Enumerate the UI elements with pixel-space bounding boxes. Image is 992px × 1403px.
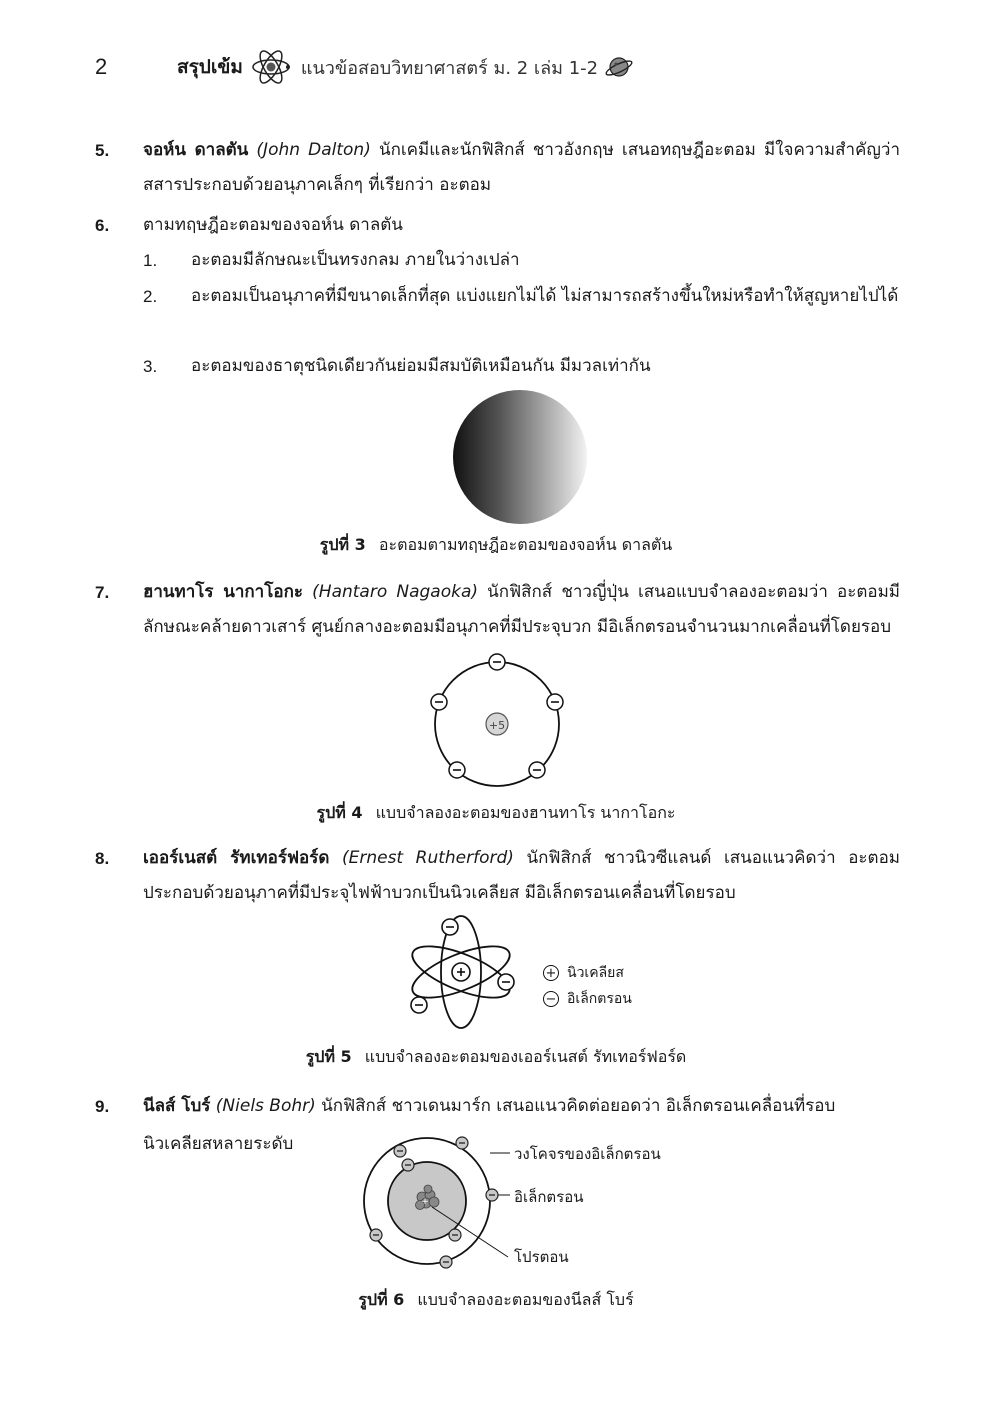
scientist-name: ฮานทาโร นากาโอกะ xyxy=(143,582,303,602)
figure-label: รูปที่ 4 xyxy=(316,803,363,822)
scientist-name: จอห์น ดาลตัน xyxy=(143,140,249,160)
item-number: 9. xyxy=(95,1097,110,1116)
scientist-english-name: (Ernest Rutherford) xyxy=(341,848,514,868)
scientist-name: นีลส์ โบร์ xyxy=(143,1096,211,1116)
scientist-english-name: (John Dalton) xyxy=(256,140,371,160)
figure-caption-3 xyxy=(0,533,992,558)
figure-caption-text: อะตอมตามทฤษฎีอะตอมของจอห์น ดาลตัน xyxy=(378,535,673,554)
list-item-7 xyxy=(95,575,900,645)
figure-label: รูปที่ 5 xyxy=(305,1047,352,1066)
sub-item-text: อะตอมเป็นอนุภาคที่มีขนาดเล็กที่สุด แบ่งแยกไม่ได้ ไม่สามารถสร้างขึ้นใหม่หรือทำให้สูญหายไปได้ xyxy=(191,286,899,306)
figure-caption-5 xyxy=(0,1045,992,1070)
label-electron: อิเล็กตรอน xyxy=(514,1188,584,1206)
label-electron-orbit: วงโคจรของอิเล็กตรอน xyxy=(514,1145,661,1163)
rutherford-atom-figure xyxy=(405,912,525,1032)
scientist-name: เออร์เนสต์ รัทเทอร์ฟอร์ด xyxy=(143,848,330,868)
list-item-9 xyxy=(95,1089,900,1124)
figure-caption-text: แบบจำลองอะตอมของฮานทาโร นากาโอกะ xyxy=(375,803,676,822)
list-item-6 xyxy=(95,208,900,243)
bohr-atom-figure xyxy=(360,1135,520,1275)
item-number: 5. xyxy=(95,141,110,160)
svg-text:+: + xyxy=(421,1197,429,1207)
page-number: 2 xyxy=(95,54,108,79)
item-text: นักเคมีและนักฟิสิกส์ ชาวอังกฤษ เสนอทฤษฎีอะตอม มีใจความสำคัญว่า สสารประกอบด้วยอนุภาคเล็กๆ ที่เรียกว่า อะตอม xyxy=(143,140,900,195)
planet-icon xyxy=(604,54,634,80)
svg-text:+5: +5 xyxy=(488,719,506,732)
sub-item-text: อะตอมมีลักษณะเป็นทรงกลม ภายในว่างเปล่า xyxy=(191,250,520,270)
item-text: ตามทฤษฎีอะตอมของจอห์น ดาลตัน xyxy=(143,215,403,235)
figure-caption-text: แบบจำลองอะตอมของเออร์เนสต์ รัทเทอร์ฟอร์ด xyxy=(364,1047,687,1066)
nagaoka-atom-figure xyxy=(425,652,575,792)
item-number: 7. xyxy=(95,583,110,602)
item-text: นักฟิสิกส์ ชาวญี่ปุ่น เสนอแบบจำลองอะตอมว่า อะตอมมีลักษณะคล้ายดาวเสาร์ ศูนย์กลางอะตอมมีอนุภาคที่มีประจุบวก มีอิเล็กตรอนจำนวนมากเคลื่อนที่โดยรอบ xyxy=(143,582,901,637)
sub-item-number: 3. xyxy=(143,357,158,376)
legend-electron xyxy=(543,988,632,1010)
scientist-english-name: (Niels Bohr) xyxy=(215,1096,316,1116)
figure-caption-text: แบบจำลองอะตอมของนีลส์ โบร์ xyxy=(417,1290,634,1309)
brand-title: สรุปเข้ม xyxy=(177,56,243,78)
figure-label: รูปที่ 6 xyxy=(358,1290,405,1309)
figure-label: รูปที่ 3 xyxy=(319,535,366,554)
legend-text: อิเล็กตรอน xyxy=(567,991,632,1007)
scientist-english-name: (Hantaro Nagaoka) xyxy=(312,582,479,602)
item-number: 6. xyxy=(95,216,110,235)
legend-nucleus xyxy=(543,962,624,984)
label-proton: โปรตอน xyxy=(514,1248,569,1266)
plus-icon: + xyxy=(543,965,559,981)
sub-item-text: อะตอมของธาตุชนิดเดียวกันย่อมมีสมบัติเหมือนกัน มีมวลเท่ากัน xyxy=(191,356,651,376)
page-header xyxy=(95,50,634,84)
list-item-5 xyxy=(95,133,900,203)
item-number: 8. xyxy=(95,849,110,868)
sub-item xyxy=(143,243,900,278)
atom-icon xyxy=(251,49,291,85)
legend-text: นิวเคลียส xyxy=(567,965,624,981)
item-text: นักฟิสิกส์ ชาวเดนมาร์ก เสนอแนวคิดต่อยอดว่า อิเล็กตรอนเคลื่อนที่รอบ xyxy=(315,1096,836,1116)
sub-item-number: 2. xyxy=(143,287,158,306)
item-text: นักฟิสิกส์ ชาวนิวซีแลนด์ เสนอแนวคิดว่า อะตอมประกอบด้วยอนุภาคที่มีประจุไฟฟ้าบวกเป็นนิวเคลียส มีอิเล็กตรอนเคลื่อนที่โดยรอบ xyxy=(143,848,900,903)
item-text: นิวเคลียสหลายระดับ xyxy=(143,1134,294,1154)
minus-icon: − xyxy=(543,991,559,1007)
figure-caption-4 xyxy=(0,801,992,826)
header-subtitle: แนวข้อสอบวิทยาศาสตร์ ม. 2 เล่ม 1-2 xyxy=(300,57,599,79)
dalton-sphere-figure xyxy=(453,390,587,524)
sub-item-number: 1. xyxy=(143,251,158,270)
sub-item xyxy=(143,349,900,384)
sub-item xyxy=(143,279,900,314)
figure-caption-6 xyxy=(0,1288,992,1313)
list-item-8 xyxy=(95,841,900,911)
